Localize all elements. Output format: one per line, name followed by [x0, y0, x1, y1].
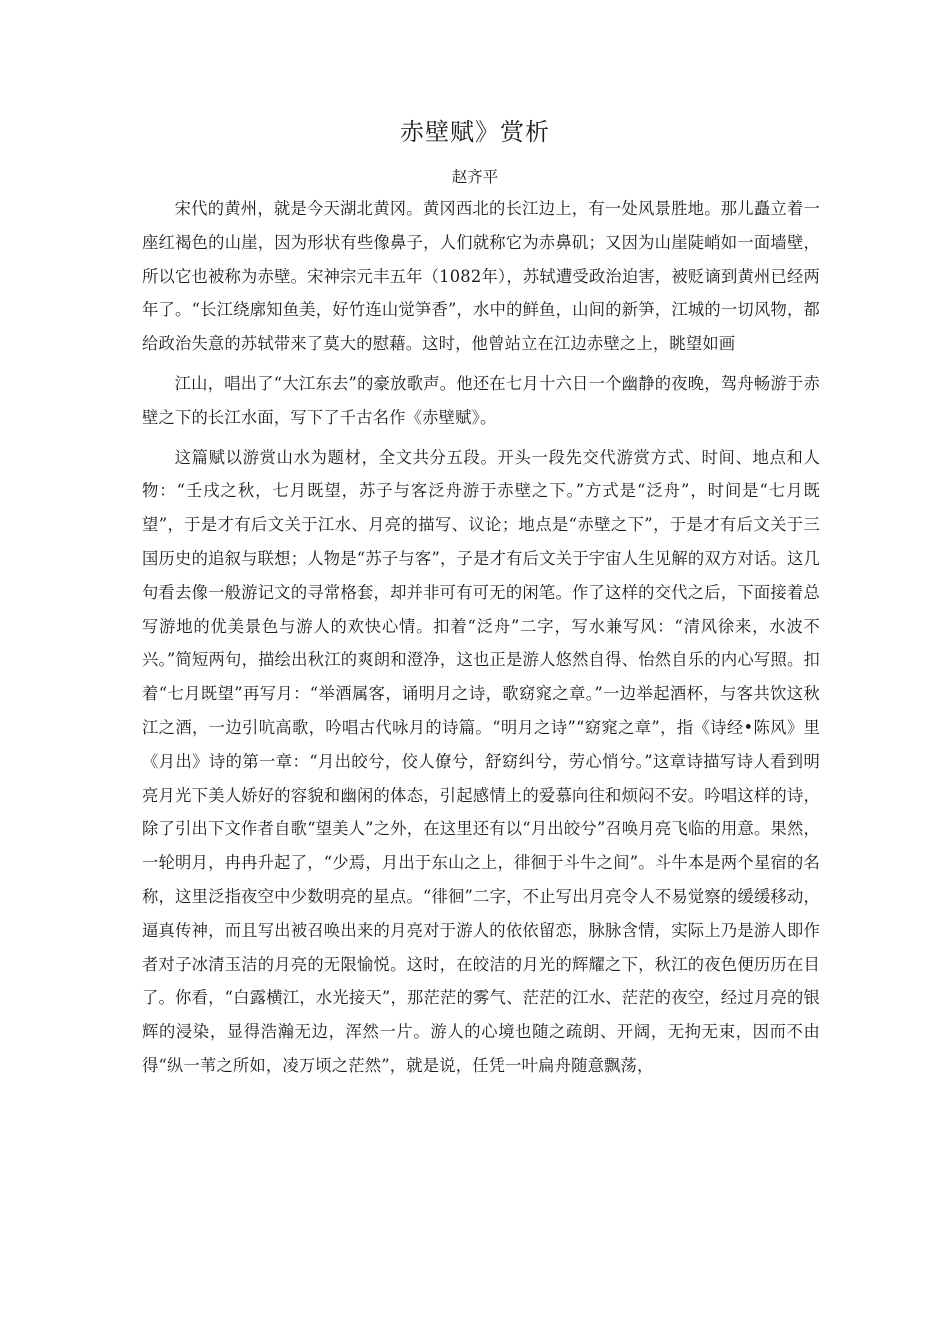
paragraph-2: 江山，唱出了“大江东去”的豪放歌声。他还在七月十六日一个幽静的夜晚，驾舟畅游于赤壁之下的长江水面，写下了千古名作《赤壁赋》。: [142, 373, 820, 427]
paragraph-3: 这篇赋以游赏山水为题材，全文共分五段。开头一段先交代游赏方式、时间、地点和人物：“壬戌之秋，七月既望，苏子与客泛舟游于赤壁之下。”方式是“泛舟”，时间是“七月既望”，于是才有后文关于江水、月亮的描写、议论；地点是“赤壁之下”，于是才有后文关于三国历史的追叙与联想；人物是“苏子与客”，子是才有后文关于宇宙人生见解的双方对话。这几句看去像一般游记文的寻常格套，却并非可有可无的闲笔。作了这样的交代之后，下面接着总写游地的优美景色与游人的欢快心情。扣着“泛舟”二字，写水兼写风：“清风徐来，水波不兴。”简短两句，描绘出秋江的爽朗和澄净，这也正是游人悠然自得、怡然自乐的内心写照。扣着“七月既望”再写月：“举酒属客，诵明月之诗，歌窈窕之章。”一边举起酒杯，与客共饮这秋江之酒，一边引吭高歌，吟唱古代咏月的诗篇。“明月之诗”“窈窕之章”，指《诗经•陈风》里《月出》诗的第一章：“月出皎兮，佼人僚兮，舒窈纠兮，劳心悄兮。”这章诗描写诗人看到明亮月光下美人娇好的容貌和幽闲的体态，引起感情上的爱慕向往和烦闷不安。吟唱这样的诗，除了引出下文作者自歌“望美人”之外，在这里还有以“月出皎兮”召唤月亮飞临的用意。果然，一轮明月，冉冉升起了，“少焉，月出于东山之上，徘徊于斗牛之间”。斗牛本是两个星宿的名称，这里泛指夜空中少数明亮的星点。“徘徊”二字，不止写出月亮令人不易觉察的缓缓移动，逼真传神，而且写出被召唤出来的月亮对于游人的依依留恋，脉脉含情，实际上乃是游人即作者对子冰清玉洁的月亮的无限愉悦。这时，在皎洁的月光的辉耀之下，秋江的夜色便历历在目了。你看，“白露横江，水光接天”，那茫茫的雾气、茫茫的江水、茫茫的夜空，经过月亮的银辉的浸染，显得浩瀚无边，浑然一片。游人的心境也随之疏朗、开阔，无拘无束，因而不由得“纵一苇之所如，凌万顷之茫然”，就是说，任凭一叶扁舟随意飘荡，: [142, 447, 820, 1075]
document-author: 赵齐平: [451, 168, 499, 186]
paragraph-1: 宋代的黄州，就是今天湖北黄冈。黄冈西北的长江边上，有一处风景胜地。那儿矗立着一座红褐色的山崖，因为形状有些像鼻子，人们就称它为赤鼻矶；又因为山崖陡峭如一面墙壁，所以它也被称为赤壁。宋神宗元丰五年（1082年），苏轼遭受政治迫害，被贬谪到黄州已经两年了。“长江绕廓知鱼美，好竹连山觉笋香”，水中的鲜鱼，山间的新笋，江城的一切风物，都给政治失意的苏轼带来了莫大的慰藉。这时，他曾站立在江边赤壁之上，眺望如画: [142, 199, 820, 354]
document-title: 赤壁赋》赏析: [400, 118, 550, 146]
document-body: [142, 192, 820, 1089]
